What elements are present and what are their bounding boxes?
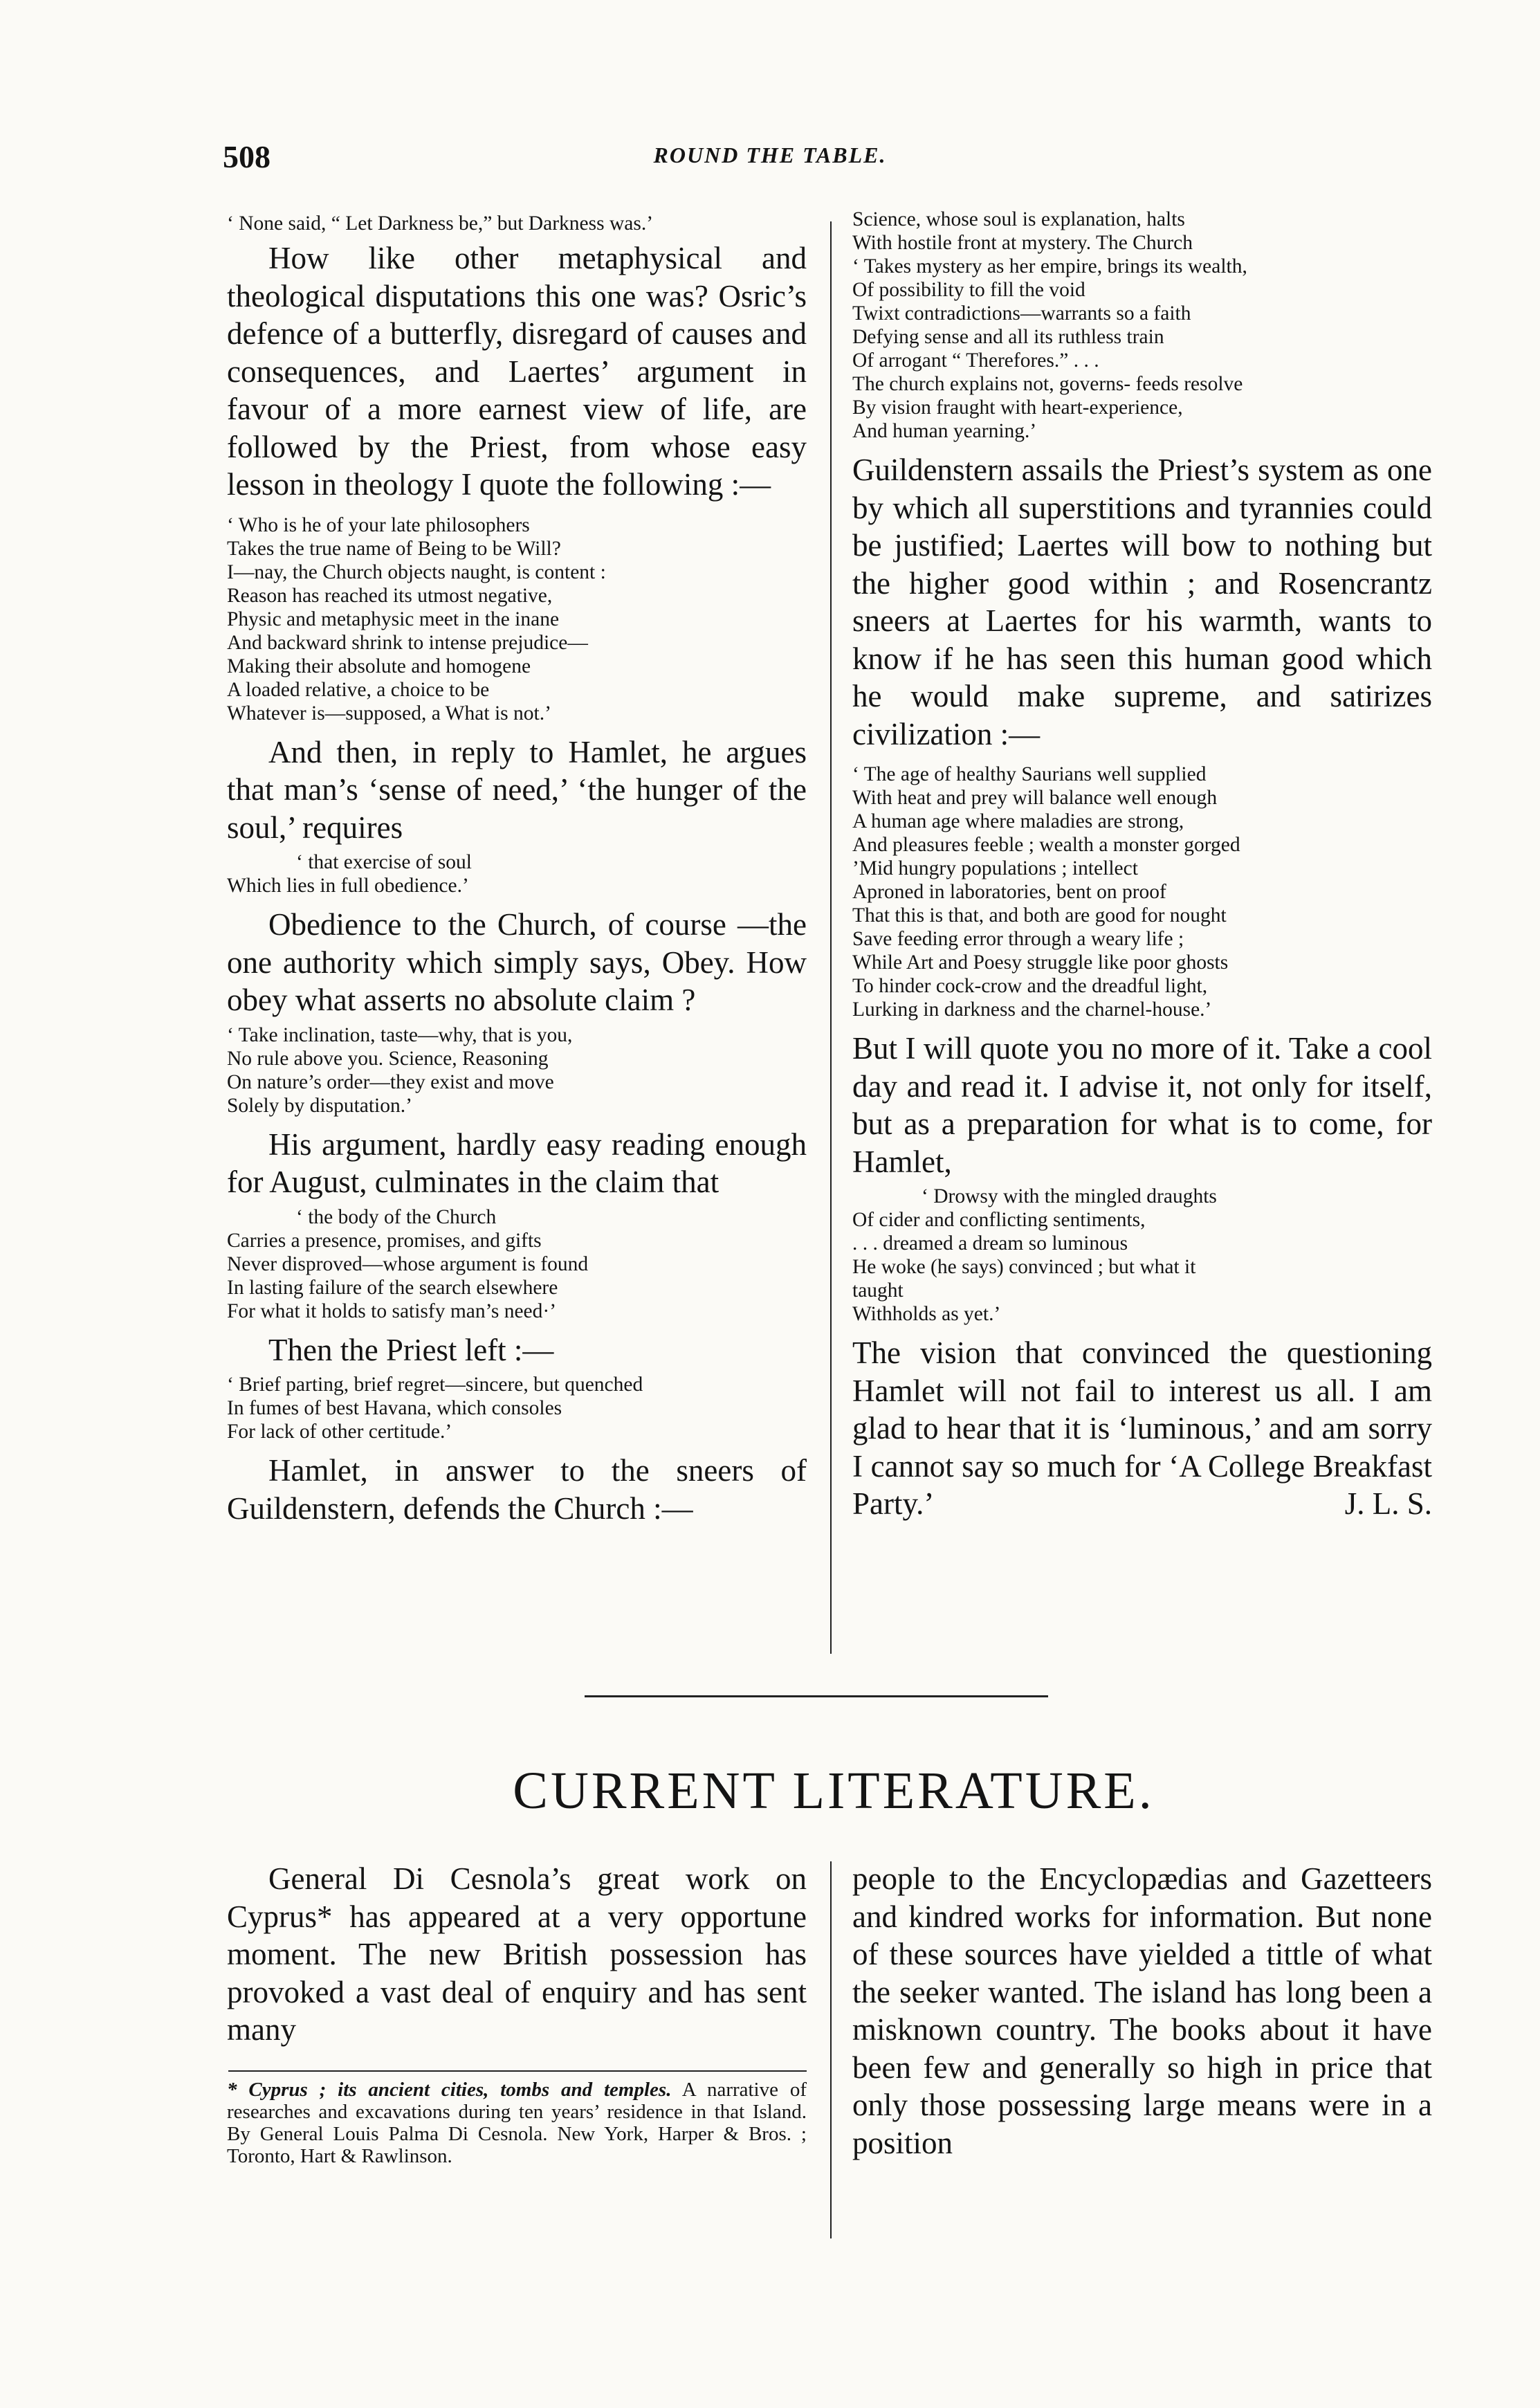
quote-line: ‘ None said, “ Let Darkness be,” but Darkness was.’ [227,212,654,235]
footnote [227,2079,807,2167]
quote-line: ‘ the body of the Church [296,1205,497,1228]
section-divider [585,1695,1048,1697]
quote-block [852,208,1432,443]
paragraph: And then, in reply to Hamlet, he argues that man’s ‘sense of need,’ ‘the hunger of the soul,’ requires [227,734,807,845]
quote-line: Which lies in full obedience.’ [227,875,469,897]
paragraph: people to the Encyclopædias and Gazetteers and kindred works for information. But none of these sources have yielded a tittle of what the seeker wanted. The island has long been a misknown country. The books about it have been few and generally so high in price that only those possessing large means were in a position [852,1861,1432,2160]
quote-block [227,212,807,235]
quote-line: Lurking in darkness and the charnel-house.’ [852,998,1212,1021]
quote-line: In lasting failure of the search elsewhere [227,1276,558,1299]
quote-line: For what it holds to satisfy man’s need·’ [227,1299,557,1322]
paragraph: General Di Cesnola’s great work on Cyprus* has appeared at a very opportune moment. The new British possession has provoked a vast deal of enquiry and has sent many [227,1861,807,2047]
quote-line: Making their absolute and homogene [227,655,531,677]
quote-line: On nature’s order—they exist and move [227,1070,554,1093]
footnote-rule [228,2070,807,2072]
quote-line: ‘ that exercise of soul [296,851,472,873]
quote-block [852,763,1432,1021]
quote-line: ‘ Takes mystery as her empire, brings its wealth, [852,255,1247,277]
footnote-text: A narrative of researches and excavations during ten years’ residence in that Island. By General Louis Palma Di Cesnola. New York, Harper & Bros. ; Toronto, Hart & Rawlinson. [227,2079,807,2167]
paragraph: Obedience to the Church, of course —the one authority which simply says, Obey. How obey what asserts no absolute claim ? [227,907,807,1017]
quote-line: The church explains not, governs- feeds resolve [852,373,1243,395]
quote-line: . . . dreamed a dream so luminous [852,1232,1128,1255]
quote-line: And backward shrink to intense prejudice— [227,631,588,654]
quote-line: ‘ Take inclination, taste—why, that is you, [227,1023,573,1046]
quote-line: No rule above you. Science, Reasoning [227,1047,549,1070]
quote-line: ‘ Brief parting, brief regret—sincere, but quenched [227,1374,643,1396]
quote-line: With heat and prey will balance well enough [852,787,1218,809]
quote-line: ‘ The age of healthy Saurians well supplied [852,763,1207,785]
lower-right-column [852,1860,1432,2162]
paragraph: Hamlet, in answer to the sneers of Guildenstern, defends the Church :— [227,1453,807,1526]
quote-line: While Art and Poesy struggle like poor ghosts [852,951,1229,974]
column-rule [830,221,832,1654]
quote-line: Withholds as yet.’ [852,1303,1001,1325]
quote-line: In fumes of best Havana, which consoles [227,1397,562,1419]
lower-left-column [227,1860,807,2049]
quote-line: And pleasures feeble ; wealth a monster gorged [852,834,1240,856]
paragraph: Then the Priest left :— [268,1332,554,1367]
paragraph: How like other metaphysical and theological disputations this one was? Osric’s defence of a butterfly, disregard of causes and consequences, and Laertes’ argument in favour of a more earnest view of life, are followed by the Priest, from whose easy lesson in theology I quote the following :— [227,241,807,502]
left-column [227,208,807,1527]
quote-line: Science, whose soul is explanation, halts [852,208,1185,230]
paragraph: But I will quote you no more of it. Take a cool day and read it. I advise it, not only for itself, but as a preparation for what is to come, for Hamlet, [852,1031,1432,1179]
quote-line: By vision fraught with heart-experience, [852,396,1183,419]
paragraph [852,1334,1432,1523]
quote-block [852,1185,1432,1326]
quote-line: ’Mid hungry populations ; intellect [852,857,1138,879]
quote-line: And human yearning.’ [852,420,1037,442]
right-column [852,208,1432,1523]
quote-line: Of cider and conflicting sentiments, [852,1209,1146,1231]
footnote-title: * Cyprus ; its ancient cities, tombs and temples. [227,2079,672,2101]
quote-line: ‘ Who is he of your late philosophers [227,513,530,536]
column-rule [830,1861,832,2238]
paragraph-text: The vision that convinced the questioning Hamlet will not fail to interest us all. I am glad to hear that it is ‘luminous,’ and am sorry I cannot say so much for ‘A College Breakfast Party.’ [852,1335,1432,1521]
running-title: ROUND THE TABLE. [653,143,887,167]
quote-line: Physic and metaphysic meet in the inane [227,608,560,630]
quote-line: Of possibility to fill the void [852,279,1085,301]
quote-line: He woke (he says) convinced ; but what it [852,1256,1196,1278]
quote-line: A human age where maladies are strong, [852,810,1184,832]
quote-line: That this is that, and both are good for nought [852,904,1227,927]
quote-line: Solely by disputation.’ [227,1094,412,1117]
quote-line: Reason has reached its utmost negative, [227,584,553,607]
quote-line: Aproned in laboratories, bent on proof [852,881,1166,903]
quote-block [227,1023,807,1118]
quote-line: I—nay, the Church objects naught, is content : [227,560,606,583]
quote-line: Never disproved—whose argument is found [227,1252,589,1275]
quote-block [227,1373,807,1443]
quote-block [227,850,807,897]
paragraph: Guildenstern assails the Priest’s system as one by which all superstitions and tyrannies could be justified; Laertes will bow to nothing but the higher good within ; and Rosencrantz sneers at Laertes for his warmth, wants to know if he has seen this human good which he would make supreme, and satirizes civilization :— [852,453,1432,751]
paragraph: His argument, hardly easy reading enough for August, culminates in the claim that [227,1127,807,1199]
quote-line: Twixt contradictions—warrants so a faith [852,302,1191,325]
section-title: CURRENT LITERATURE. [513,1762,1155,1820]
page-number: 508 [223,139,271,174]
quote-line: With hostile front at mystery. The Church [852,232,1193,254]
quote-block [227,1205,807,1323]
quote-line: Carries a presence, promises, and gifts [227,1229,542,1252]
quote-line: A loaded relative, a choice to be [227,678,490,701]
quote-line: Save feeding error through a weary life ; [852,928,1184,950]
quote-line: taught [852,1279,904,1302]
quote-line: ‘ Drowsy with the mingled draughts [922,1185,1217,1207]
quote-line: For lack of other certitude.’ [227,1421,452,1443]
quote-line: Defying sense and all its ruthless train [852,326,1164,348]
quote-line: To hinder cock-crow and the dreadful light, [852,975,1208,997]
quote-line: Takes the true name of Being to be Will? [227,537,561,560]
signature: J. L. S. [1344,1486,1432,1521]
quote-block [227,513,807,725]
quote-line: Of arrogant “ Therefores.” . . . [852,349,1099,372]
quote-line: Whatever is—supposed, a What is not.’ [227,702,551,724]
